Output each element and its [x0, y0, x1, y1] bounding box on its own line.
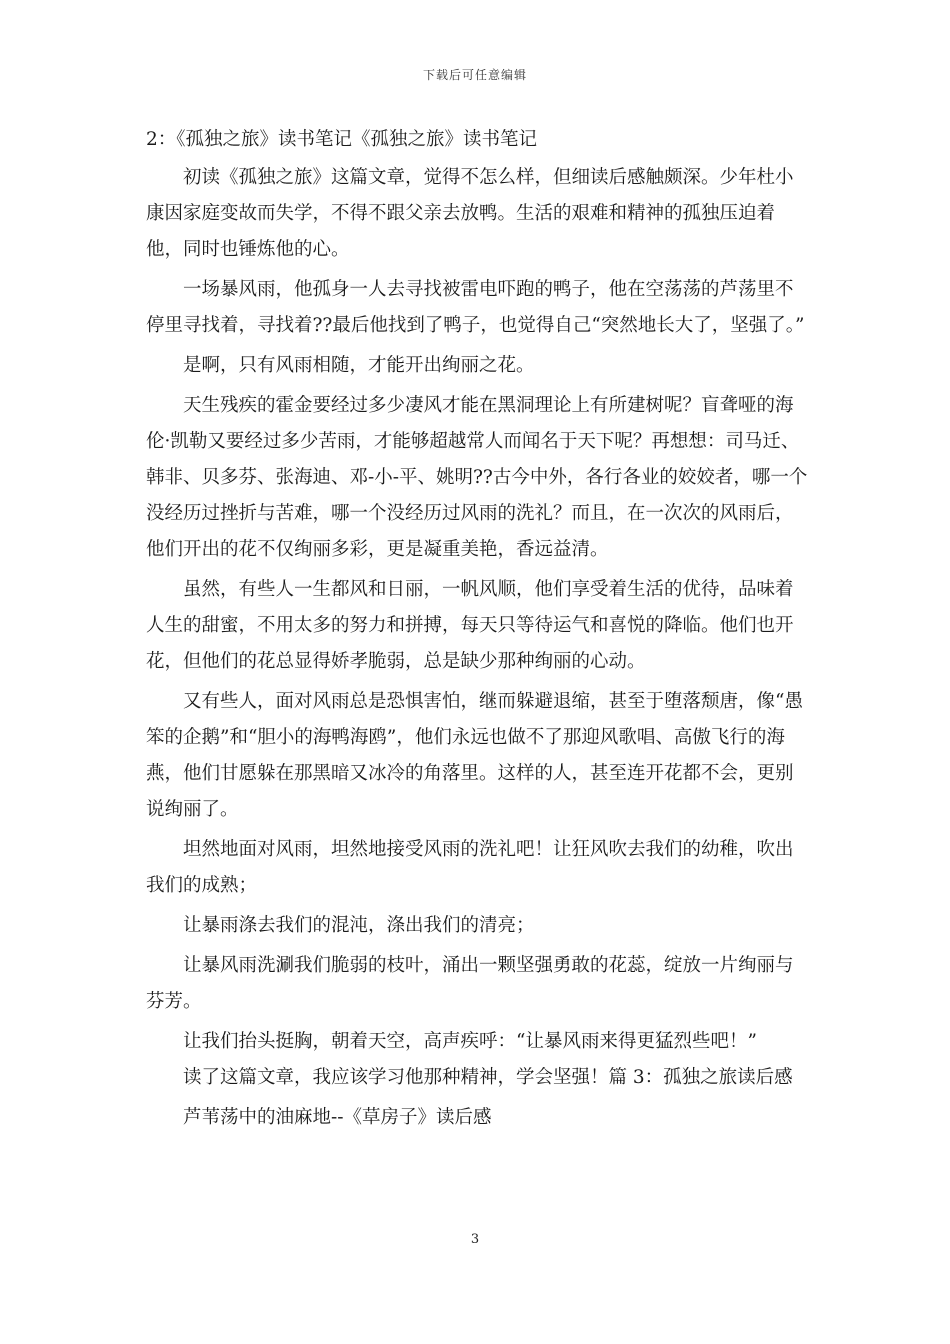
paragraph-12: 芦苇荡中的油麻地--《草房子》读后感	[183, 1107, 492, 1128]
paragraph-2: 一场暴风雨，他孤身一人去寻找被雷电吓跑的鸭子，他在空荡荡的芦荡里不停里寻找着，寻找着??最后他找到了鸭子，也觉得自己“突然地长大了，坚强了。”	[146, 279, 805, 336]
paragraph-5: 虽然，有些人一生都风和日丽，一帆风顺，他们享受着生活的优待，品味着人生的甜蜜，不用太多的努力和拼搏，每天只等待运气和喜悦的降临。他们也开花，但他们的花总显得娇孝脆弱，总是缺少那种绚丽的心动。	[146, 579, 794, 672]
section-title: 2：《孤独之旅》读书笔记《孤独之旅》读书笔记	[146, 129, 538, 150]
paragraph-7: 坦然地面对风雨，坦然地接受风雨的洗礼吧！让狂风吹去我们的幼稚，吹出我们的成熟；	[146, 839, 794, 896]
paragraph-10: 让我们抬头挺胸，朝着天空，高声疾呼：“让暴风雨来得更猛烈些吧！”	[183, 1031, 757, 1052]
paragraph-9: 让暴风雨洗涮我们脆弱的枝叶，涌出一颗坚强勇敢的花蕊，绽放一片绚丽与芬芳。	[146, 955, 794, 1012]
document-body	[146, 122, 810, 1136]
paragraph-3: 是啊，只有风雨相随，才能开出绚丽之花。	[183, 355, 535, 376]
page-number: 3	[470, 1232, 480, 1247]
paragraph-4: 天生残疾的霍金要经过多少凄风才能在黑洞理论上有所建树呢？盲聋哑的海伦·凯勒又要经过多少苦雨，才能够超越常人而闻名于天下呢？再想想：司马迁、韩非、贝多芬、张海迪、邓-小-平、姚明??古今中外，各行各业的姣姣者，哪一个没经历过挫折与苦难，哪一个没经历过风雨的洗礼？而且，在一次次的风雨后，他们开出的花不仅绚丽多彩，更是凝重美艳，香远益清。	[146, 395, 808, 560]
page-header: 下载后可任意编辑	[422, 68, 527, 82]
paragraph-6: 又有些人，面对风雨总是恐惧害怕，继而躲避退缩，甚至于堕落颓唐，像“愚笨的企鹅”和“胆小的海鸭海鸥”，他们永远也做不了那迎风歌唱、高傲飞行的海燕，他们甘愿躲在那黑暗又冰冷的角落里。这样的人，甚至连开花都不会，更别说绚丽了。	[146, 691, 803, 820]
paragraph-1: 初读《孤独之旅》这篇文章，觉得不怎么样，但细读后感触颇深。少年杜小康因家庭变故而失学，不得不跟父亲去放鸭。生活的艰难和精神的孤独压迫着他，同时也锤炼他的心。	[146, 167, 794, 260]
paragraph-8: 让暴雨涤去我们的混沌，涤出我们的清亮；	[183, 915, 535, 936]
paragraph-11: 读了这篇文章，我应该学习他那种精神，学会坚强！篇 3：孤独之旅读后感	[183, 1067, 793, 1088]
